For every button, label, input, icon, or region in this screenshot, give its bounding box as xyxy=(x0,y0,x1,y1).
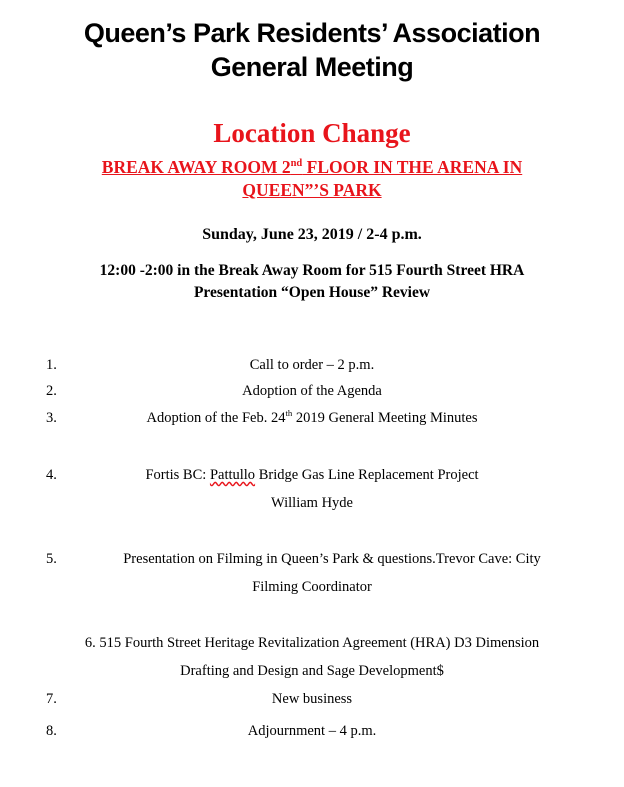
agenda-item-4-presenter: William Hyde xyxy=(271,495,353,511)
location-line-1-b: FLOOR IN THE ARENA IN xyxy=(302,157,523,177)
agenda-number-5: 5. xyxy=(46,551,57,567)
meeting-date: Sunday, June 23, 2019 / 2-4 p.m. xyxy=(202,226,422,243)
agenda-number-2: 2. xyxy=(46,383,57,399)
location-line-1-a: BREAK AWAY ROOM 2 xyxy=(101,157,291,177)
agenda-number-3: 3. xyxy=(46,410,57,426)
agenda-number-4: 4. xyxy=(46,467,57,483)
agenda-item-2: Adoption of the Agenda xyxy=(242,383,382,399)
agenda-item-4-spellcheck-word: Pattullo xyxy=(209,467,256,483)
agenda-number-7: 7. xyxy=(46,691,57,707)
agenda-number-1: 1. xyxy=(46,357,57,373)
open-house-line-1: 12:00 -2:00 in the Break Away Room for 515 Fourth Street HRA xyxy=(99,262,525,279)
agenda-item-3-a: Adoption of the Feb. 24 xyxy=(146,410,286,426)
agenda-item-8: Adjournment – 4 p.m. xyxy=(247,723,377,739)
open-house-line-2: Presentation “Open House” Review xyxy=(193,284,431,301)
location-ordinal: nd xyxy=(290,158,303,170)
agenda-item-5-line-1: Presentation on Filming in Queen’s Park & questions.Trevor Cave: City xyxy=(123,551,541,567)
title-line-1: Queen’s Park Residents’ Association xyxy=(83,18,541,48)
location-change-heading: Location Change xyxy=(213,118,411,148)
agenda-item-3-ordinal: th xyxy=(285,408,293,419)
agenda-item-4-b: Bridge Gas Line Replacement Project xyxy=(255,467,479,483)
title-line-2: General Meeting xyxy=(210,52,414,82)
agenda-item-1: Call to order – 2 p.m. xyxy=(249,357,375,373)
agenda-item-3-b: 2019 General Meeting Minutes xyxy=(292,410,478,426)
agenda-item-5-line-2: Filming Coordinator xyxy=(252,579,372,595)
agenda-item-4-a: Fortis BC: xyxy=(145,467,210,483)
agenda-item-3 xyxy=(0,410,624,427)
agenda-item-6-line-2: Drafting and Design and Sage Development$ xyxy=(180,663,444,679)
agenda-item-7: New business xyxy=(271,691,353,707)
agenda-item-6-line-1: 6. 515 Fourth Street Heritage Revitalization Agreement (HRA) D3 Dimension xyxy=(84,635,540,651)
location-line-1 xyxy=(0,157,624,178)
location-line-2: QUEEN”’S PARK xyxy=(242,180,382,200)
agenda-number-8: 8. xyxy=(46,723,57,739)
agenda-item-4 xyxy=(0,467,624,484)
